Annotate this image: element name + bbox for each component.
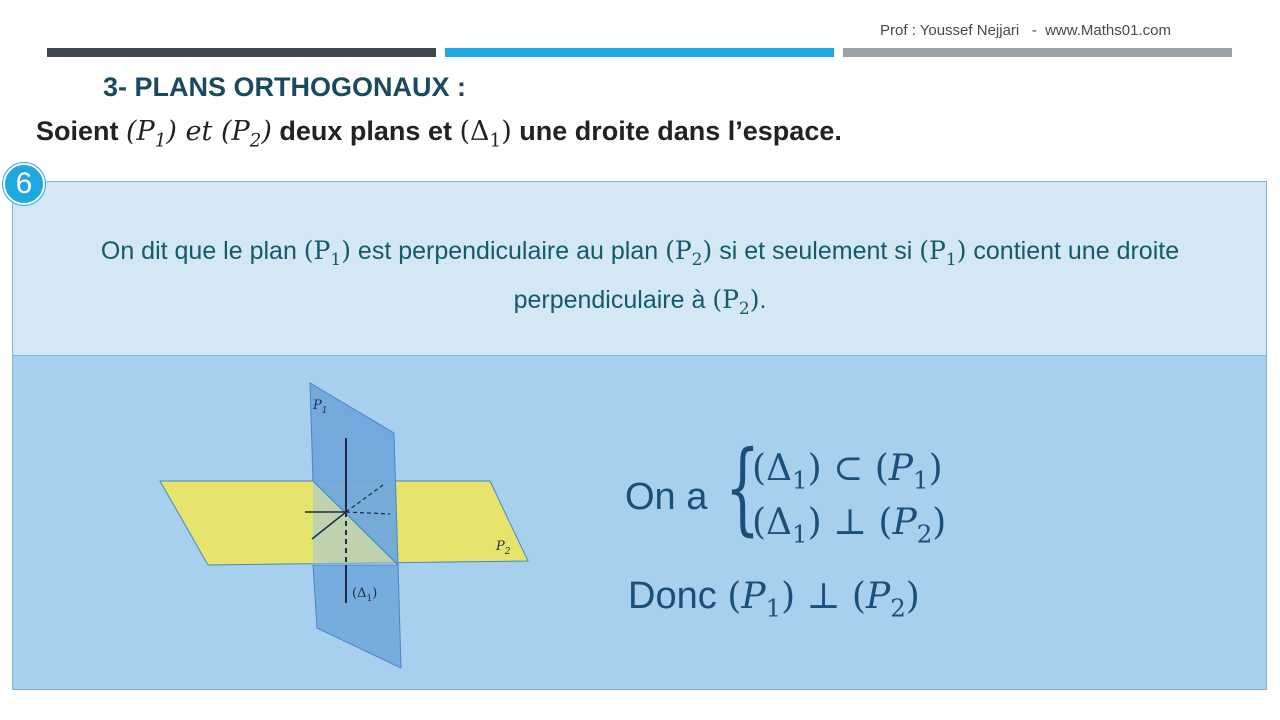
section-title: 3- PLANS ORTHOGONAUX : bbox=[103, 72, 467, 102]
author-credit: Prof : Youssef Nejjari - www.Maths01.com bbox=[880, 22, 1171, 39]
intro-p2: $(P_2)$ bbox=[212, 116, 272, 152]
intro-text-rest: une droite dans l’espace. bbox=[511, 116, 842, 146]
condition-delta-in-p1: $(\Delta_1)$ ⊂ $(P_1)$ bbox=[752, 448, 943, 495]
on-a-label: On a bbox=[625, 476, 708, 518]
intro-delta1: $(\Delta_1)$ bbox=[459, 116, 512, 152]
intro-text-soient: Soient bbox=[36, 116, 127, 146]
def-p2-again: $(P_2)$ bbox=[712, 284, 760, 319]
definition-text: On dit que le plan $(P_1)$ est perpendiculaire au plan $(P_2)$ si et seulement si $(P_1)$ contient une droite perpendiculaire à $(P_2)$. bbox=[100, 236, 1180, 319]
label-p2: $P_2$ bbox=[496, 539, 511, 557]
number-badge: 6 bbox=[3, 163, 45, 205]
def-p1: $(P_1)$ bbox=[303, 236, 351, 270]
donc-conclusion: Donc $(P_1)$ ⊥ $(P_2)$ bbox=[628, 575, 920, 623]
intro-et: et bbox=[185, 116, 213, 147]
condition-delta-perp-p2: $(\Delta_1)$ ⊥ $(P_2)$ bbox=[752, 502, 947, 549]
def-p2: $(P_2)$ bbox=[665, 236, 713, 270]
system-brace: { bbox=[725, 429, 760, 546]
label-p1: $P_1$ bbox=[313, 398, 328, 416]
intro-sentence bbox=[36, 116, 842, 151]
def-p1-again: $(P_1)$ bbox=[919, 236, 967, 270]
header-bar-dark bbox=[47, 48, 436, 57]
header-bar-blue bbox=[445, 48, 834, 57]
orthogonal-planes-diagram bbox=[150, 375, 550, 675]
intro-text-deux-plans: deux plans et bbox=[271, 116, 460, 146]
header-bar-gray bbox=[843, 48, 1232, 57]
intro-p1: $(P_1)$ bbox=[126, 116, 186, 152]
plane-p1-lower bbox=[313, 565, 401, 668]
label-delta1: $(\Delta_1)$ bbox=[352, 586, 378, 604]
